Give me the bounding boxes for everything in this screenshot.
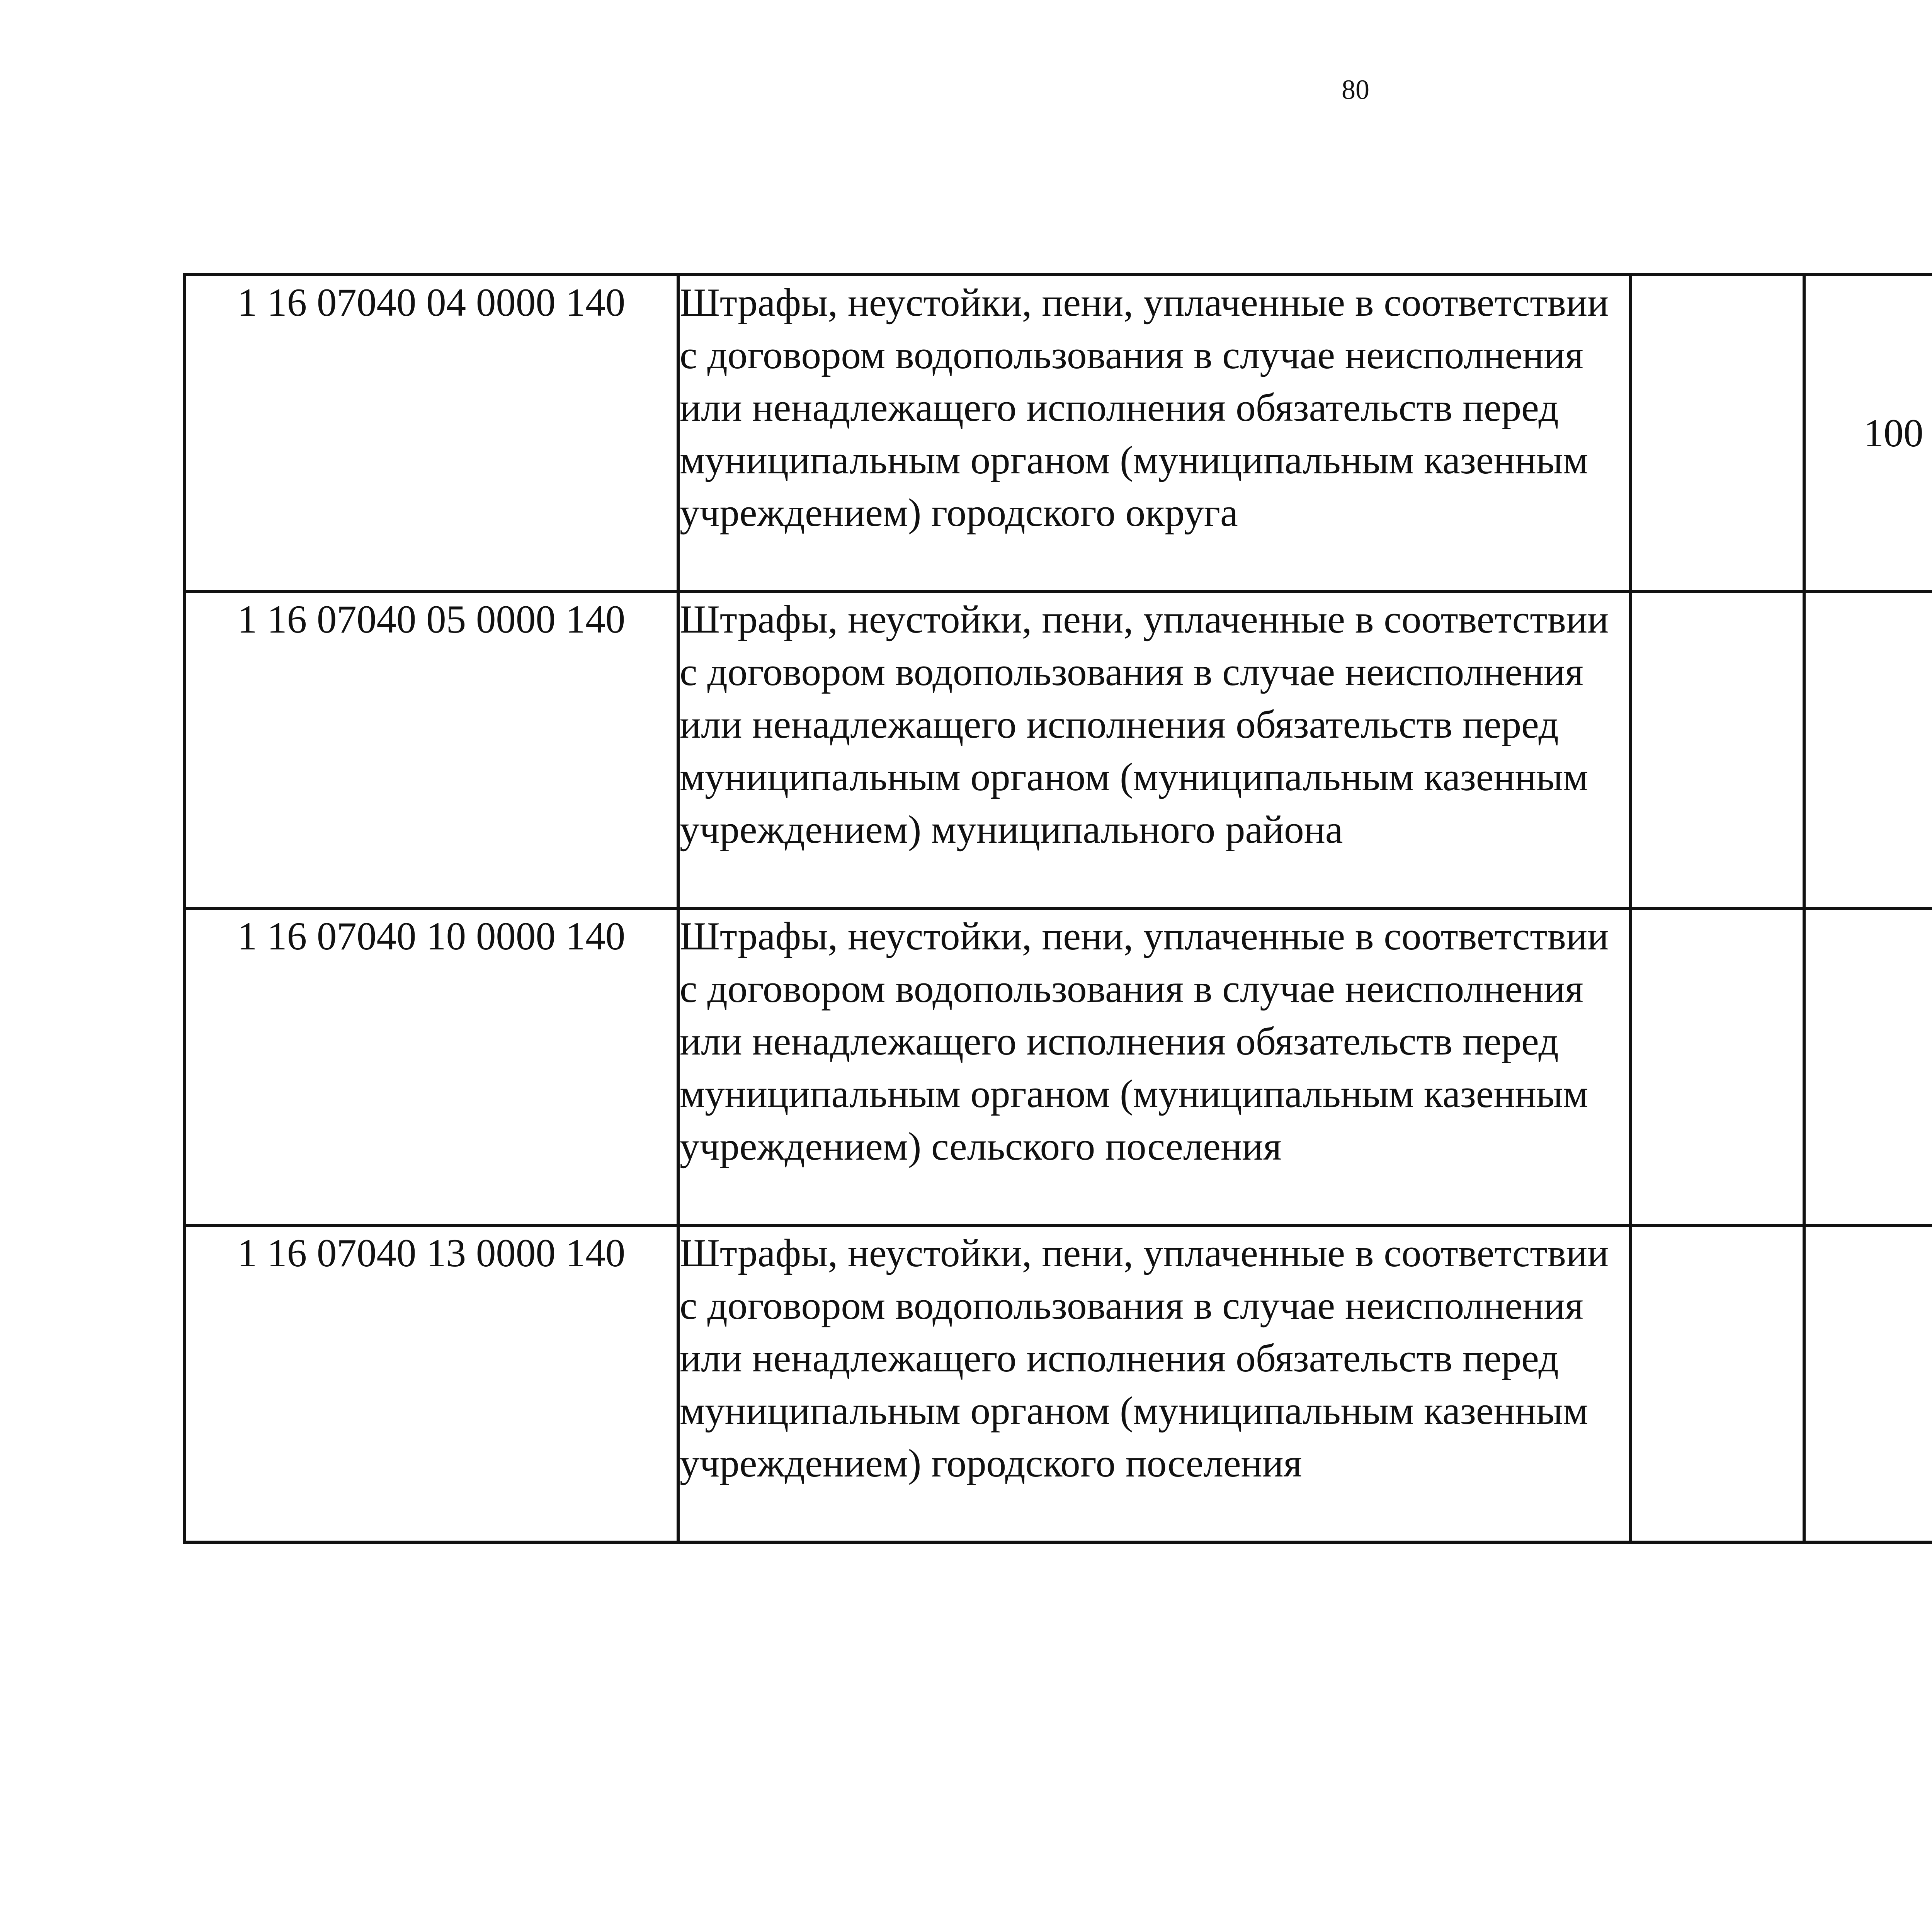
value-cell-1 <box>1631 908 1804 1225</box>
revenue-name-cell: Штрафы, неустойки, пени, уплаченные в соответствии с договором водопользования в случае неисполнения или ненадлежащего исполнения обязательств перед муниципальным органом (муниципальным казенным учреждением) городского поселения <box>678 1225 1631 1542</box>
table-row <box>184 908 1932 1225</box>
page-number: 80 <box>1342 74 1369 105</box>
budget-code-cell: 1 16 07040 10 0000 140 <box>184 908 678 1225</box>
budget-code-cell: 1 16 07040 05 0000 140 <box>184 592 678 908</box>
value-cell-2 <box>1804 1225 1932 1542</box>
value-cell-1 <box>1631 275 1804 592</box>
value-cell-1 <box>1631 592 1804 908</box>
value-cell-1 <box>1631 1225 1804 1542</box>
revenue-name-cell: Штрафы, неустойки, пени, уплаченные в соответствии с договором водопользования в случае неисполнения или ненадлежащего исполнения обязательств перед муниципальным органом (муниципальным казенным учреждением) городского округа <box>678 275 1631 592</box>
value-cell-2: 100 <box>1804 275 1932 592</box>
budget-code-cell: 1 16 07040 04 0000 140 <box>184 275 678 592</box>
value-cell-2 <box>1804 592 1932 908</box>
revenue-distribution-table <box>183 273 1932 1544</box>
table-row <box>184 592 1932 908</box>
value-cell-2 <box>1804 908 1932 1225</box>
table-row <box>184 1225 1932 1542</box>
budget-code-cell: 1 16 07040 13 0000 140 <box>184 1225 678 1542</box>
revenue-name-cell: Штрафы, неустойки, пени, уплаченные в соответствии с договором водопользования в случае неисполнения или ненадлежащего исполнения обязательств перед муниципальным органом (муниципальным казенным учреждением) муниципального района <box>678 592 1631 908</box>
revenue-name-cell: Штрафы, неустойки, пени, уплаченные в соответствии с договором водопользования в случае неисполнения или ненадлежащего исполнения обязательств перед муниципальным органом (муниципальным казенным учреждением) сельского поселения <box>678 908 1631 1225</box>
table-row <box>184 275 1932 592</box>
